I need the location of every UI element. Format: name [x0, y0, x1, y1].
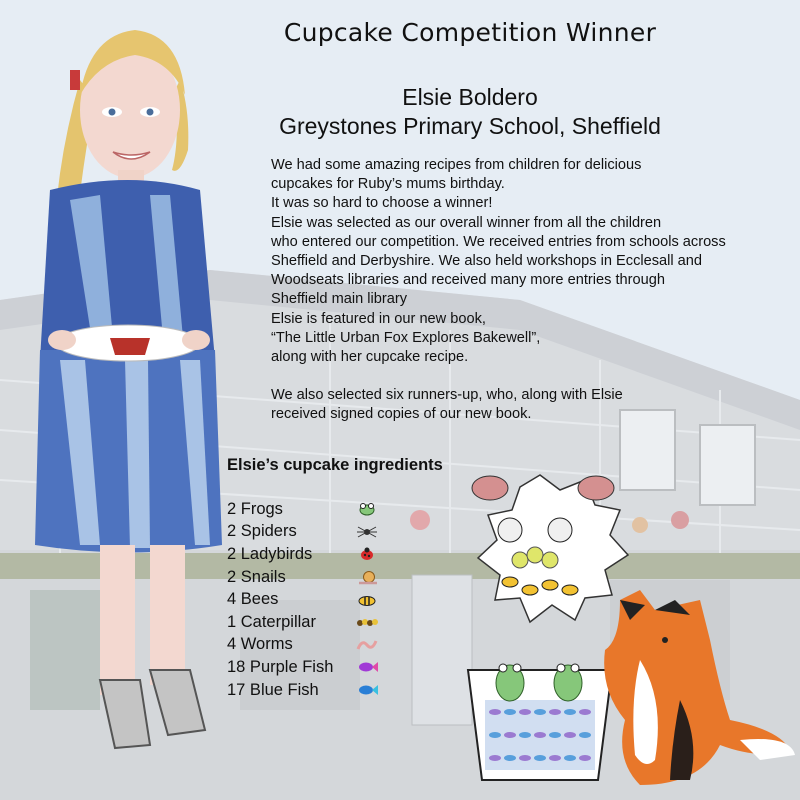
- purple-fish-icon: [355, 659, 379, 675]
- blue-fish-icon: [355, 682, 379, 698]
- cupcake-case-illustration: [468, 664, 612, 780]
- ingredient-label: 4 Bees: [227, 590, 279, 609]
- ingredient-label: 2 Spiders: [227, 522, 297, 541]
- body-line: Sheffield and Derbyshire. We also held workshops in Ecclesall and: [271, 253, 703, 270]
- ingredients-list: [227, 498, 379, 701]
- spider-icon: [355, 524, 379, 540]
- ingredient-label: 17 Blue Fish: [227, 680, 319, 699]
- body-line: Woodseats libraries and received many more entries through: [271, 272, 665, 289]
- runners-up-line: received signed copies of our new book.: [271, 406, 532, 423]
- announcement-text: [271, 156, 791, 425]
- body-line: It was so hard to choose a winner!: [271, 195, 493, 212]
- bee-icon: [355, 592, 379, 608]
- ingredient-label: 2 Ladybirds: [227, 544, 313, 563]
- page-title: Cupcake Competition Winner: [283, 18, 657, 47]
- snail-icon: [355, 569, 379, 585]
- list-item: [227, 543, 379, 566]
- list-item: [227, 656, 379, 679]
- ingredient-label: 2 Snails: [227, 567, 286, 586]
- list-item: [227, 566, 379, 589]
- list-item: [227, 679, 379, 702]
- body-line: cupcakes for Ruby’s mums birthday.: [271, 176, 505, 193]
- frog-icon: [355, 501, 379, 517]
- body-line: Elsie is featured in our new book,: [271, 310, 486, 327]
- list-item: [227, 498, 379, 521]
- list-item: [227, 588, 379, 611]
- list-item: [227, 634, 379, 657]
- body-line: We had some amazing recipes from children for delicious: [271, 157, 642, 173]
- body-line: along with her cupcake recipe.: [271, 349, 469, 366]
- ingredients-heading: Elsie’s cupcake ingredients: [227, 456, 443, 474]
- ingredient-label: 18 Purple Fish: [227, 657, 334, 676]
- list-item: [227, 521, 379, 544]
- ingredient-label: 4 Worms: [227, 635, 293, 654]
- body-line: “The Little Urban Fox Explores Bakewell”,: [271, 329, 541, 346]
- body-line: who entered our competition. We received entries from schools across: [271, 233, 726, 250]
- paragraph-gap: [271, 367, 791, 386]
- body-line: Sheffield main library: [271, 291, 408, 308]
- worm-icon: [355, 637, 379, 653]
- body-line: Elsie was selected as our overall winner from all the children: [271, 214, 662, 231]
- ladybird-icon: [355, 546, 379, 562]
- winner-school: Greystones Primary School, Sheffield: [279, 113, 661, 139]
- winner-name: Elsie Boldero: [402, 84, 538, 110]
- runners-up-line: We also selected six runners-up, who, along with Elsie: [271, 387, 623, 404]
- caterpillar-icon: [355, 614, 379, 630]
- list-item: [227, 611, 379, 634]
- ingredient-label: 2 Frogs: [227, 499, 283, 518]
- ingredient-label: 1 Caterpillar: [227, 612, 316, 631]
